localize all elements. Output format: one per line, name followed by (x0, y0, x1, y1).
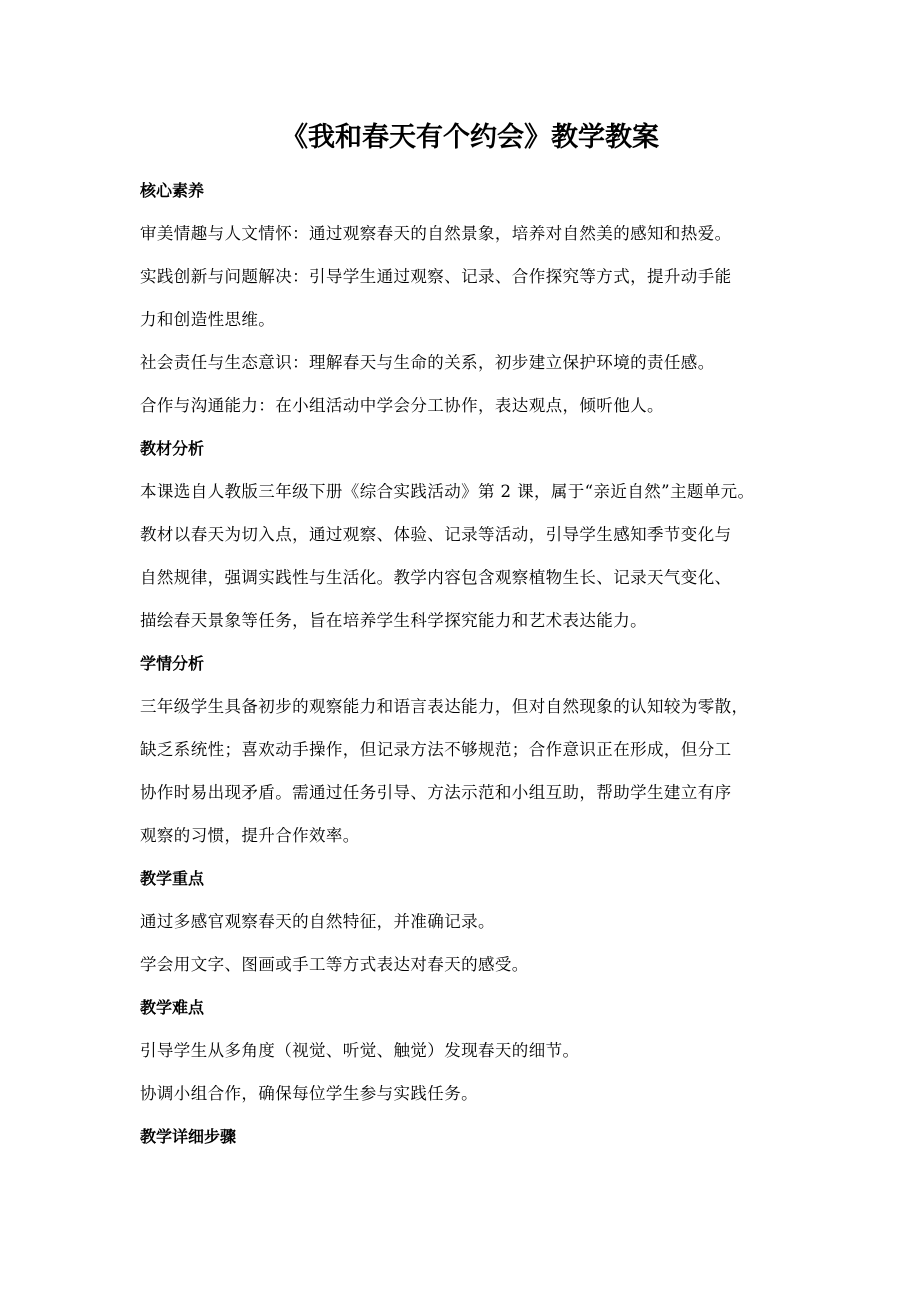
paragraph-line: 通过多感官观察春天的自然特征，并准确记录。 (140, 912, 495, 931)
paragraph-line: 学会用文字、图画或手工等方式表达对春天的感受。 (140, 955, 529, 974)
paragraph-line: 社会责任与生态意识：理解春天与生命的关系，初步建立保护环境的责任感。 (140, 353, 715, 372)
section-heading: 教学重点 (140, 869, 205, 888)
paragraph (140, 943, 800, 986)
paragraph (140, 341, 800, 384)
paragraph (140, 685, 800, 857)
section-heading: 核心素养 (140, 181, 205, 200)
paragraph-line: 力和创造性思维。 (140, 310, 276, 329)
paragraph-line: 缺乏系统性；喜欢动手操作，但记录方法不够规范；合作意识正在形成，但分工 (140, 740, 732, 759)
paragraph (140, 1072, 800, 1115)
paragraph-line: 合作与沟通能力：在小组活动中学会分工协作，表达观点，倾听他人。 (140, 396, 664, 415)
paragraph-line: 协作时易出现矛盾。需通过任务引导、方法示范和小组互助，帮助学生建立有序 (140, 783, 732, 802)
paragraph (140, 900, 800, 943)
paragraph-line: 本课选自人教版三年级下册《综合实践活动》第 2 课，属于“亲近自然”主题单元。 (140, 482, 755, 501)
paragraph (140, 255, 800, 341)
paragraph-line: 描绘春天景象等任务，旨在培养学生科学探究能力和艺术表达能力。 (140, 611, 647, 630)
paragraph-line: 审美情趣与人文情怀：通过观察春天的自然景象，培养对自然美的感知和热爱。 (140, 224, 732, 243)
paragraph (140, 384, 800, 427)
section-heading: 教材分析 (140, 439, 205, 458)
paragraph-line: 自然规律，强调实践性与生活化。教学内容包含观察植物生长、记录天气变化、 (140, 568, 732, 587)
section-heading: 教学详细步骤 (140, 1127, 237, 1146)
paragraph-line: 协调小组合作，确保每位学生参与实践任务。 (140, 1084, 478, 1103)
paragraph-line: 三年级学生具备初步的观察能力和语言表达能力，但对自然现象的认知较为零散， (140, 697, 749, 716)
paragraph (140, 470, 800, 642)
paragraph (140, 212, 800, 255)
paragraph-line: 观察的习惯，提升合作效率。 (140, 826, 360, 845)
paragraph-line: 实践创新与问题解决：引导学生通过观察、记录、合作探究等方式，提升动手能 (140, 267, 732, 286)
paragraph (140, 1029, 800, 1072)
paragraph-line: 教材以春天为切入点，通过观察、体验、记录等活动，引导学生感知季节变化与 (140, 525, 732, 544)
section-list (140, 169, 800, 1158)
document-title: 《我和春天有个约会》教学教案 (281, 122, 659, 153)
paragraph-line: 引导学生从多角度（视觉、听觉、触觉）发现春天的细节。 (140, 1041, 580, 1060)
document-body (140, 112, 800, 1158)
section-heading: 学情分析 (140, 654, 205, 673)
section-heading: 教学难点 (140, 998, 205, 1017)
